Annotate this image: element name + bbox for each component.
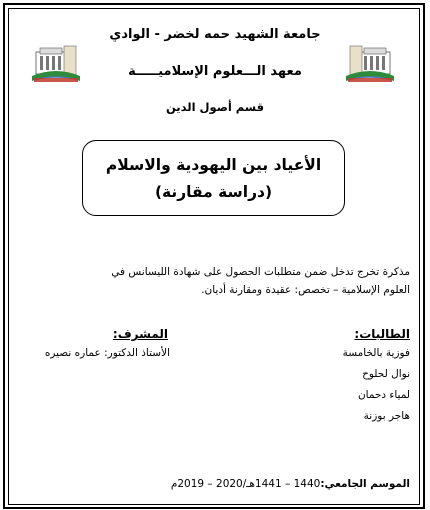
title-frame bbox=[82, 140, 345, 216]
description-line-2: العلوم الإسلامية – تخصص: عقيدة ومقارنة أديان. bbox=[201, 284, 410, 296]
institute-name: معهد الـــعلوم الإسلاميـــــة bbox=[128, 64, 302, 79]
student-name: نوال لحلوح bbox=[362, 368, 410, 380]
department-name: قسم أصول الدين bbox=[165, 100, 265, 114]
student-name: لمياء دحمان bbox=[357, 389, 410, 401]
student-name: فوزية بالخامسة bbox=[342, 347, 410, 359]
thesis-subtitle: (دراسة مقارنة) bbox=[154, 183, 273, 201]
season-label: الموسم الجامعي: bbox=[320, 478, 410, 490]
season-value: 1440 – 1441هـ/2020 – 2019م bbox=[170, 478, 321, 490]
thesis-title: الأعياد بين اليهودية والاسلام bbox=[105, 156, 322, 174]
academic-season bbox=[171, 478, 410, 490]
students-heading: الطالبات: bbox=[354, 327, 410, 341]
student-name: هاجر بوزنة bbox=[363, 410, 410, 422]
university-name: جامعة الشهيد حمه لخضر - الوادي bbox=[109, 27, 321, 42]
supervisor-heading: المشرف: bbox=[112, 327, 168, 341]
supervisor-name: الأستاذ الدكتور: عماره نصيره bbox=[44, 347, 170, 359]
description-line-1: مذكرة تخرج تدخل ضمن متطلبات الحصول على شهادة الليسانس في bbox=[111, 266, 410, 278]
